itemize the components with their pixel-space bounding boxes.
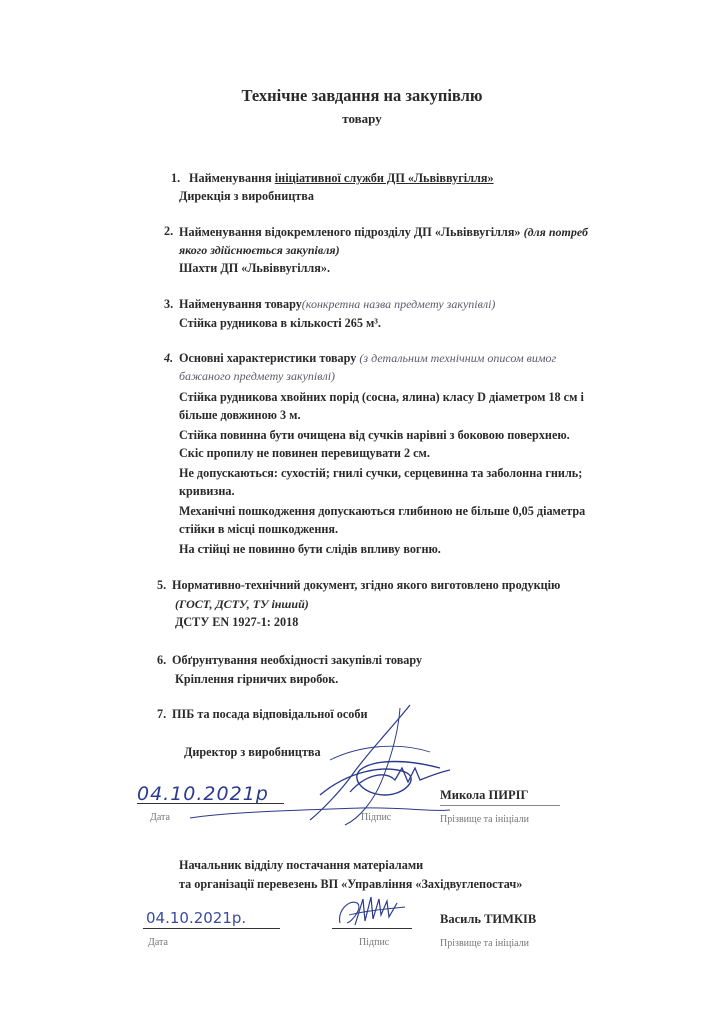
handwritten-date: 04.10.2021р. [146,909,247,927]
handwritten-date: 04.10.2021р [137,783,269,805]
item-label-part: Найменування [189,171,275,185]
signatory-position: Начальник відділу постачання матеріалами [179,858,424,872]
spec-line: Скіс пропилу не повинен перевищувати 2 см. [179,446,430,460]
item-note: (конкретна назва предмету закупівлі) [301,297,496,311]
date-line [143,928,280,929]
signatory-position: та організації перевезень ВП «Управління «Західвуглепостач» [179,877,523,891]
spec-line: Не допускаються: сухостій; гнилі сучки, серцевинна та заболонна гниль; [179,466,583,480]
signature-caption: Підпис [361,812,392,823]
item-note-continued: бажаного предмету закупівлі) [179,369,336,383]
item-label: Обґрунтування необхідності закупівлі товару [172,653,423,667]
item-note: (ГОСТ, ДСТУ, ТУ інший) [175,597,309,611]
item-note: (для потреб [523,225,589,239]
item-number: 7. [157,707,167,721]
item-label: Нормативно-технічний документ, згідно якого виготовлено продукцію [172,578,561,592]
item-label [179,351,556,366]
item-label [179,297,495,312]
item-note-continued: якого здійснюється закупівля) [179,243,340,257]
signatory-position: Директор з виробництва [184,745,321,759]
signature-caption: Підпис [359,937,390,948]
spec-line: Стійка рудникова хвойних порід (сосна, ялина) класу D діаметром 18 см і [179,390,584,404]
spec-line: Стійка повинна бути очищена від сучків нарівні з боковою поверхнею. [179,428,570,442]
item-label: ПІБ та посада відповідальної особи [172,707,368,721]
item-number: 6. [157,653,167,667]
item-label-part: Найменування товару [179,297,302,311]
date-line [137,803,284,804]
spec-line: На стійці не повинно бути слідів впливу вогню. [179,542,441,556]
signature-1-image [290,700,460,830]
name-caption: Прізвище та ініціали [440,938,529,949]
date-caption: Дата [150,812,170,823]
item-number: 3. [164,297,174,311]
spec-line: більше довжиною 3 м. [179,408,301,422]
item-label [179,225,588,240]
item-note: (з детальним технічним описом вимог [359,351,557,365]
item-number: 2. [164,224,174,238]
spec-line: стійки в місці пошкодження. [179,522,339,536]
item-label-part: Найменування відокремленого підрозділу ДП «Львіввугілля» [179,225,521,239]
item-label-underlined: ініціативної служби ДП «Львіввугілля» [274,171,494,185]
item-value: Кріплення гірничих виробок. [175,672,339,686]
date-caption: Дата [148,937,168,948]
item-value: Шахти ДП «Львіввугілля». [179,261,330,275]
spec-line: кривизна. [179,484,235,498]
document-title: Технічне завдання на закупівлю [241,86,483,105]
item-number: 4. [164,351,174,365]
item-label [189,171,494,186]
signature-2-image [335,893,415,933]
item-value: Стійка рудникова в кількості 265 м³. [179,316,381,330]
signatory-name: Микола ПИРІГ [440,788,529,802]
item-value: ДСТУ EN 1927-1: 2018 [175,615,299,629]
item-number: 5. [157,578,167,592]
item-value: Дирекція з виробництва [179,189,314,203]
signatory-name: Василь ТИМКІВ [440,912,537,926]
document-subtitle: товару [342,111,382,126]
spec-line: Механічні пошкодження допускаються глибиною не більше 0,05 діаметра [179,504,586,518]
item-label-part: Основні характеристики товару [179,351,357,365]
item-number: 1. [171,171,181,185]
name-caption: Прізвище та ініціали [440,814,529,825]
